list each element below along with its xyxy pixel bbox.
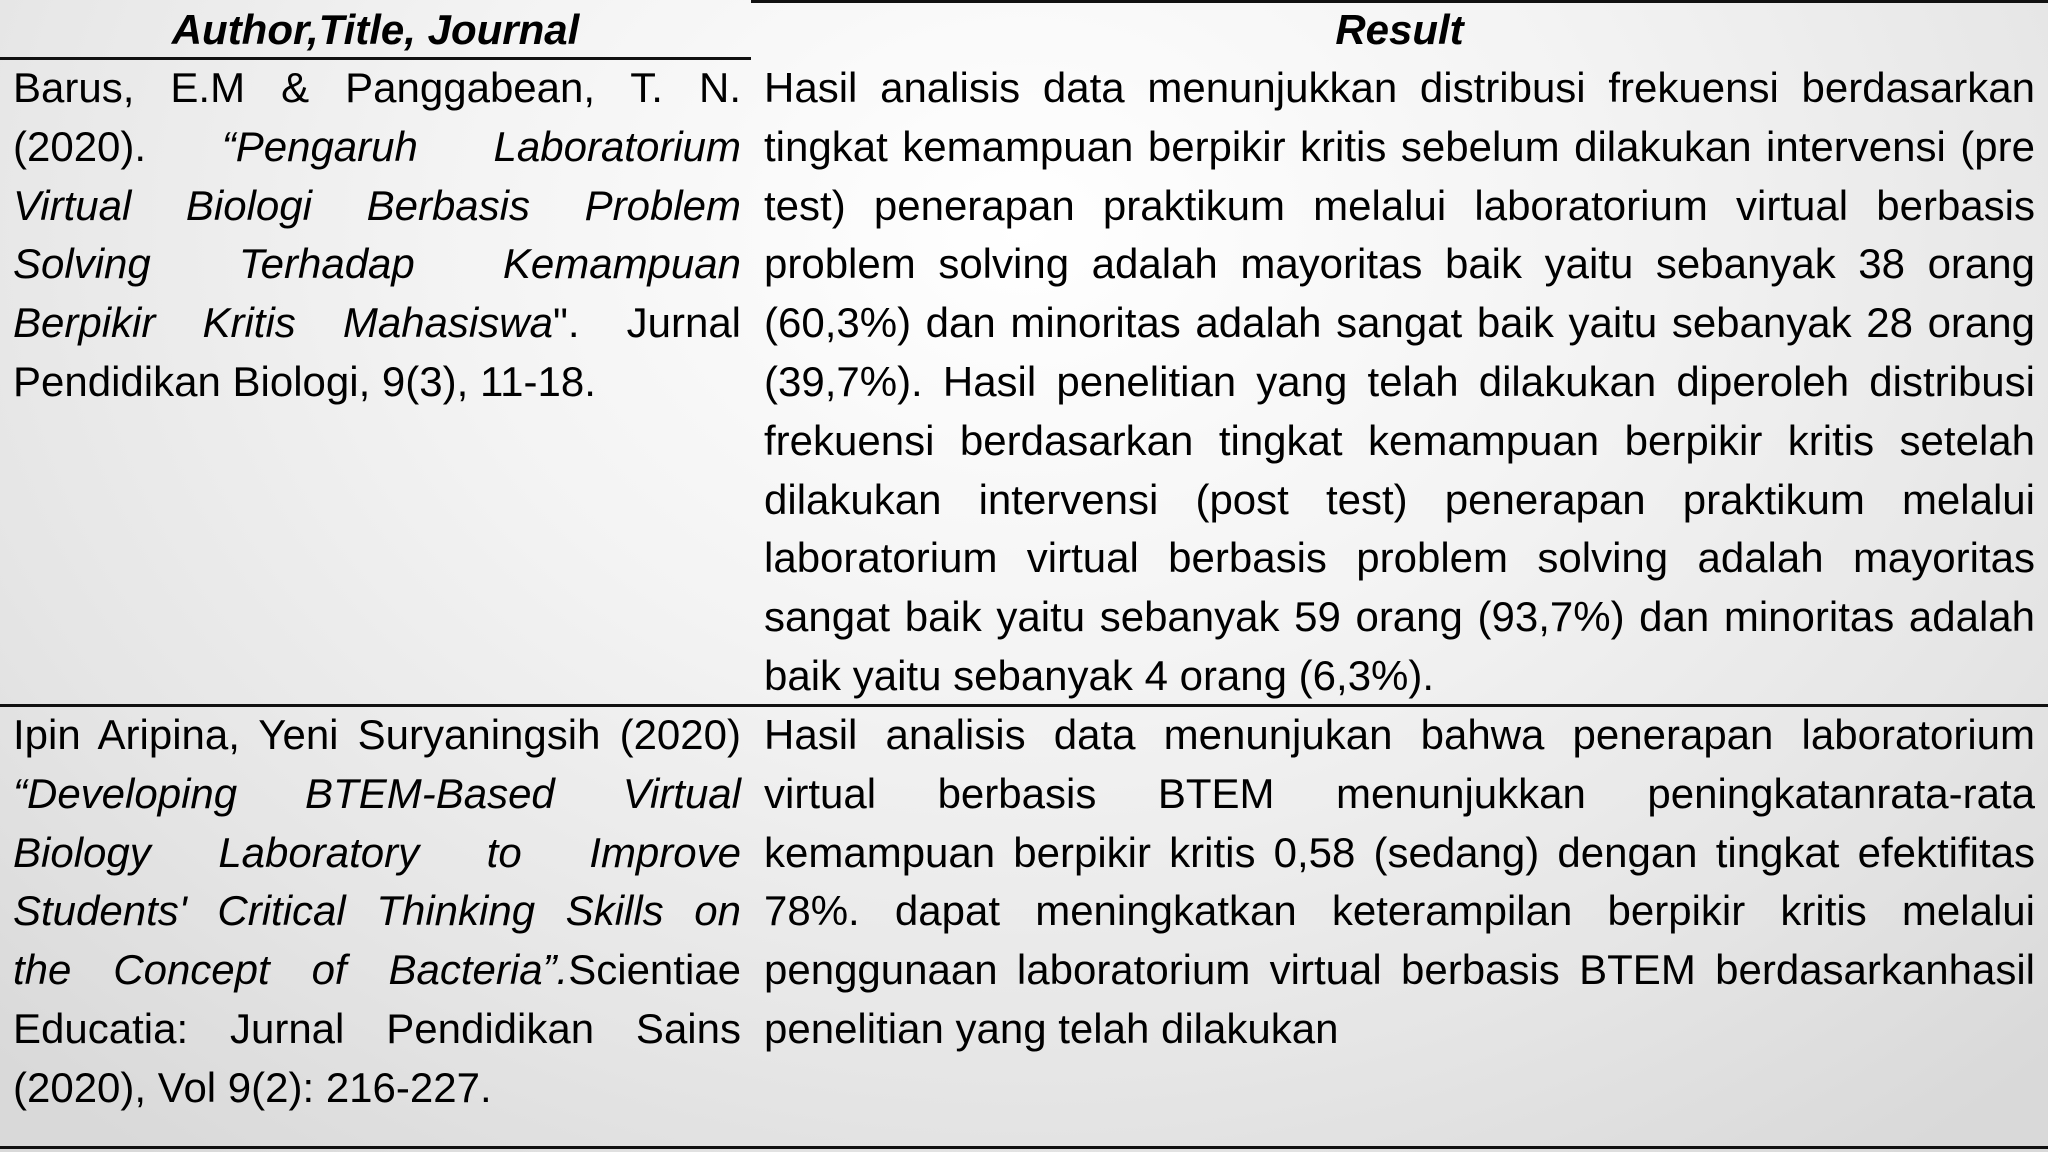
- result-line: test) penerapan praktikum melalui laboratorium virtual berbasis: [764, 181, 2035, 229]
- table-bottom-rule: [0, 1146, 2048, 1149]
- result-line: dilakukan intervensi (post test) penerapan praktikum melalui: [764, 475, 2035, 523]
- author-cell: [13, 59, 741, 412]
- author-line: Ipin Aripina, Yeni Suryaningsih (2020): [13, 711, 741, 758]
- author-line: (2020), Vol 9(2): 216-227.: [13, 1063, 492, 1111]
- citation-text: (2020).: [13, 122, 147, 170]
- article-title-text: “Pengaruh Laboratorium: [221, 122, 741, 170]
- result-line: penelitian yang telah dilakukan: [764, 1004, 1339, 1052]
- result-line: Hasil analisis data menunjukkan distribusi frekuensi berdasarkan: [764, 64, 2035, 111]
- result-cell: [764, 59, 2035, 706]
- table-row: [0, 59, 2048, 704]
- result-line: (60,3%) dan minoritas adalah sangat baik yaitu sebanyak 28 orang: [764, 299, 2035, 347]
- author-line: Virtual Biologi Berbasis Problem: [13, 181, 741, 229]
- result-line: frekuensi berdasarkan tingkat kemampuan berpikir kritis setelah: [764, 416, 2035, 464]
- result-line: tingkat kemampuan berpikir kritis sebelum dilakukan intervensi (pre: [764, 122, 2035, 170]
- author-line: Students' Critical Thinking Skills on: [13, 887, 741, 935]
- result-line: baik yaitu sebanyak 4 orang (6,3%).: [764, 651, 1435, 699]
- author-line: Solving Terhadap Kemampuan: [13, 240, 741, 288]
- author-line: Educatia: Jurnal Pendidikan Sains: [13, 1004, 741, 1052]
- author-line: [13, 941, 741, 1000]
- article-title-text: Berpikir Kritis Mahasiswa: [13, 299, 553, 347]
- result-line: 78%. dapat meningkatkan keterampilan berpikir kritis melalui: [764, 887, 2035, 935]
- result-line: Hasil analisis data menunjukan bahwa penerapan laboratorium: [764, 711, 2035, 758]
- citation-text: Scientiae: [568, 946, 741, 994]
- author-line: “Developing BTEM-Based Virtual: [13, 769, 741, 817]
- result-line: problem solving adalah mayoritas baik yaitu sebanyak 38 orang: [764, 240, 2035, 288]
- author-line: [13, 118, 741, 177]
- result-line: sangat baik yaitu sebanyak 59 orang (93,7%) dan minoritas adalah: [764, 593, 2035, 641]
- result-line: penggunaan laboratorium virtual berbasis BTEM berdasarkanhasil: [764, 946, 2035, 994]
- result-cell: [764, 706, 2035, 1059]
- citation-text: ". Jurnal: [552, 299, 742, 347]
- author-cell: [13, 706, 741, 1118]
- result-line: (39,7%). Hasil penelitian yang telah dilakukan diperoleh distribusi: [764, 357, 2035, 405]
- author-line: Pendidikan Biologi, 9(3), 11-18.: [13, 357, 596, 405]
- result-line: virtual berbasis BTEM menunjukkan peningkatanrata-rata: [764, 769, 2035, 817]
- result-line: kemampuan berpikir kritis 0,58 (sedang) dengan tingkat efektifitas: [764, 828, 2035, 876]
- header-top-rule: [751, 0, 2048, 3]
- table-row: [0, 706, 2048, 1146]
- header-result: Result: [1335, 6, 1464, 53]
- article-title-text: the Concept of Bacteria”.: [13, 946, 569, 994]
- header-author-title-journal: Author,Title, Journal: [171, 6, 580, 53]
- author-line: [13, 294, 741, 353]
- author-line: Barus, E.M & Panggabean, T. N.: [13, 64, 741, 111]
- author-line: Biology Laboratory to Improve: [13, 828, 741, 876]
- result-line: laboratorium virtual berbasis problem solving adalah mayoritas: [764, 534, 2035, 582]
